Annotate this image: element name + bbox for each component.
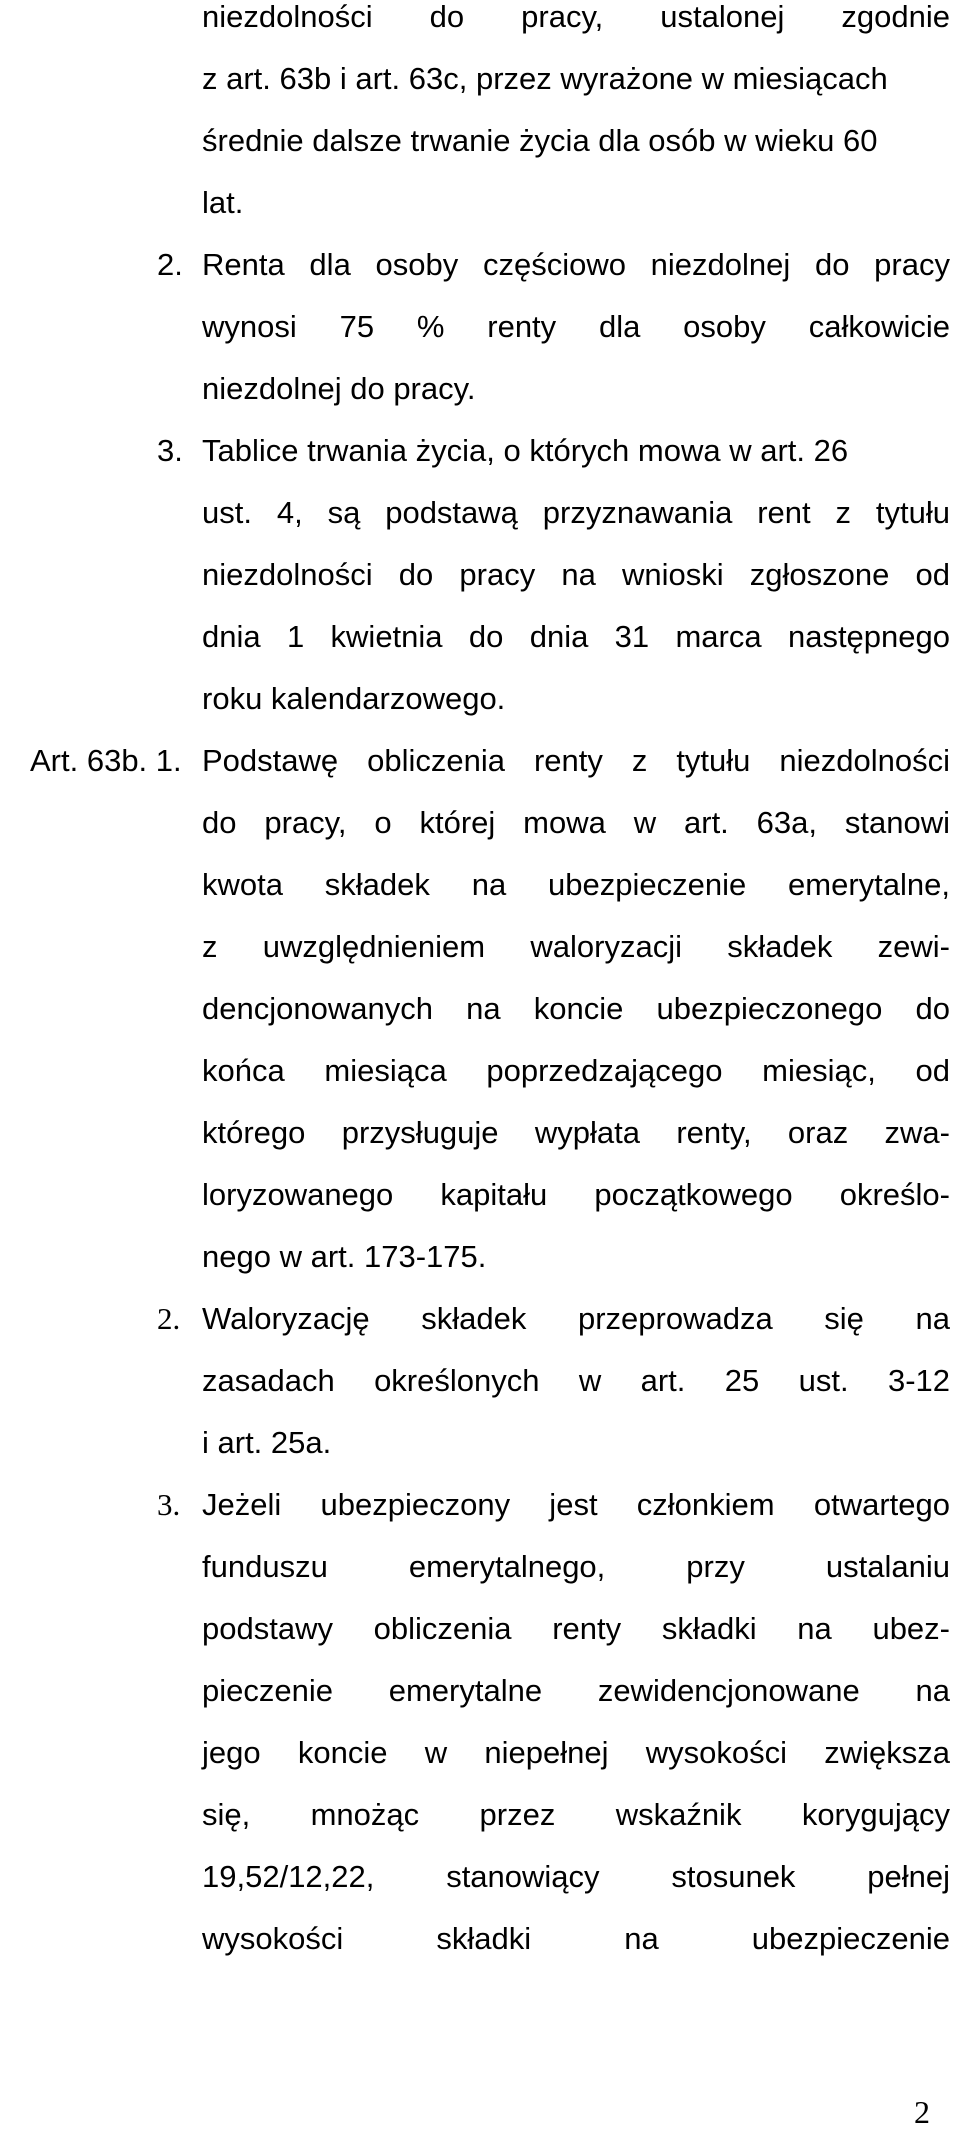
text-line: wysokości składki na ubezpieczenie (202, 1921, 950, 1956)
text-line: Renta dla osoby częściowo niezdolnej do pracy (202, 247, 950, 282)
text-line: wynosi 75 % renty dla osoby całkowicie (202, 309, 950, 344)
text-line: dnia 1 kwietnia do dnia 31 marca następnego (202, 619, 950, 654)
text-line: i art. 25a. (202, 1425, 332, 1460)
text-line: dencjonowanych na koncie ubezpieczonego do (202, 991, 950, 1026)
text-line: loryzowanego kapitału początkowego określo- (202, 1177, 950, 1212)
text-line: niezdolności do pracy, ustalonej zgodnie (202, 0, 950, 34)
text-line: nego w art. 173-175. (202, 1239, 487, 1274)
text-line: się, mnożąc przez wskaźnik korygujący (202, 1797, 950, 1832)
text-line: Podstawę obliczenia renty z tytułu niezdolności (202, 743, 950, 778)
text-line: którego przysługuje wypłata renty, oraz zwa- (202, 1115, 950, 1150)
text-line: jego koncie w niepełnej wysokości zwiększa (202, 1735, 950, 1770)
text-line: podstawy obliczenia renty składki na ubez- (202, 1611, 950, 1646)
text-line: niezdolnej do pracy. (202, 371, 476, 406)
text-line: funduszu emerytalnego, przy ustalaniu (202, 1549, 950, 1584)
text-line: Tablice trwania życia, o których mowa w art. 26 (202, 433, 849, 468)
text-line: niezdolności do pracy na wnioski zgłoszone od (202, 557, 950, 592)
text-line: roku kalendarzowego. (202, 681, 506, 716)
text-line: średnie dalsze trwanie życia dla osób w wieku 60 (202, 123, 878, 158)
text-line: końca miesiąca poprzedzającego miesiąc, od (202, 1053, 950, 1088)
item-number: 2. (157, 247, 183, 282)
text-line: Jeżeli ubezpieczony jest członkiem otwartego (202, 1487, 950, 1522)
text-line: pieczenie emerytalne zewidencjonowane na (202, 1673, 950, 1708)
page-number: 2 (914, 2094, 930, 2130)
text-line: 19,52/12,22, stanowiący stosunek pełnej (202, 1859, 950, 1894)
article-label: Art. 63b. 1. (30, 743, 182, 778)
text-line: do pracy, o której mowa w art. 63a, stanowi (202, 805, 950, 840)
item-number: 3. (157, 433, 183, 468)
text-line: zasadach określonych w art. 25 ust. 3-12 (202, 1363, 950, 1398)
text-line: ust. 4, są podstawą przyznawania rent z tytułu (202, 495, 950, 530)
text-line: z uwzględnieniem waloryzacji składek zewi- (202, 929, 950, 964)
item-number: 2. (157, 1301, 181, 1336)
text-line: Waloryzację składek przeprowadza się na (202, 1301, 950, 1336)
item-number: 3. (157, 1487, 181, 1522)
text-line: z art. 63b i art. 63c, przez wyrażone w miesiącach (202, 61, 888, 96)
text-line: lat. (202, 185, 244, 220)
text-line: kwota składek na ubezpieczenie emerytalne, (202, 867, 950, 902)
